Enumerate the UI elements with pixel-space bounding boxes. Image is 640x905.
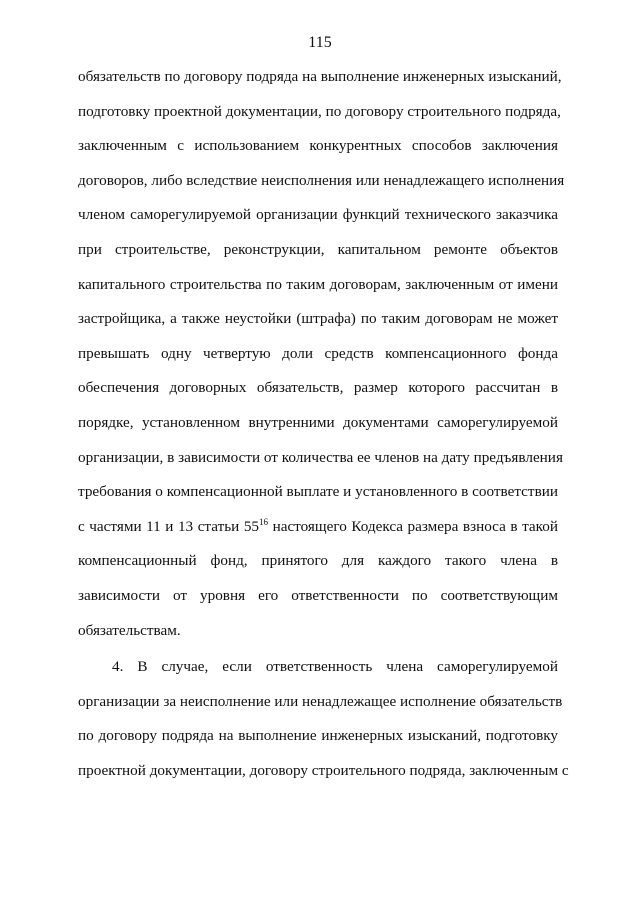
paragraph-line: договоров, либо вследствие неисполнения или ненадлежащего исполнения bbox=[78, 171, 565, 189]
paragraph-line: организации за неисполнение или ненадлежащее исполнение обязательств bbox=[78, 692, 563, 710]
paragraph-line: подготовку проектной документации, по договору строительного подряда, bbox=[78, 102, 561, 120]
line-text-after-reference: настоящего Кодекса размера взноса в такой bbox=[268, 517, 558, 535]
paragraph-line: превышать одну четвертую доли средств компенсационного фонда bbox=[78, 344, 558, 362]
paragraph-line: заключенным с использованием конкурентных способов заключения bbox=[78, 137, 558, 155]
paragraph-item-4 bbox=[78, 658, 569, 796]
paragraph-continued bbox=[78, 68, 565, 656]
article-superscript: 16 bbox=[259, 516, 269, 527]
paragraph-line: компенсационный фонд, принятого для каждого такого члена в bbox=[78, 552, 558, 570]
paragraph-line: порядке, установленном внутренними документами саморегулируемой bbox=[78, 413, 558, 431]
paragraph-line: обеспечения договорных обязательств, размер которого рассчитан в bbox=[78, 379, 558, 397]
page-number: 115 bbox=[308, 34, 332, 51]
paragraph-line: капитального строительства по таким договорам, заключенным от имени bbox=[78, 275, 558, 293]
paragraph-line: проектной документации, договору строительного подряда, заключенным с bbox=[78, 761, 569, 779]
paragraph-line: требования о компенсационной выплате и установленного в соответствии bbox=[78, 483, 558, 501]
paragraph-line: при строительстве, реконструкции, капитальном ремонте объектов bbox=[78, 240, 558, 258]
paragraph-line: обязательств по договору подряда на выполнение инженерных изысканий, bbox=[78, 68, 562, 85]
paragraph-line: 4. В случае, если ответственность члена саморегулируемой bbox=[112, 658, 558, 675]
paragraph-line: по договору подряда на выполнение инженерных изысканий, подготовку bbox=[78, 727, 558, 745]
paragraph-line: зависимости от уровня его ответственности по соответствующим bbox=[78, 586, 558, 604]
paragraph-line: застройщика, а также неустойки (штрафа) по таким договорам не может bbox=[78, 310, 558, 328]
paragraph-line: организации, в зависимости от количества ее членов на дату предъявления bbox=[78, 448, 563, 466]
paragraph-line-with-reference bbox=[78, 518, 558, 553]
line-text-before-reference: с частями 11 и 13 статьи 55 bbox=[78, 517, 260, 535]
paragraph-line: обязательствам. bbox=[78, 621, 181, 639]
paragraph-line: членом саморегулируемой организации функций технического заказчика bbox=[78, 206, 558, 224]
